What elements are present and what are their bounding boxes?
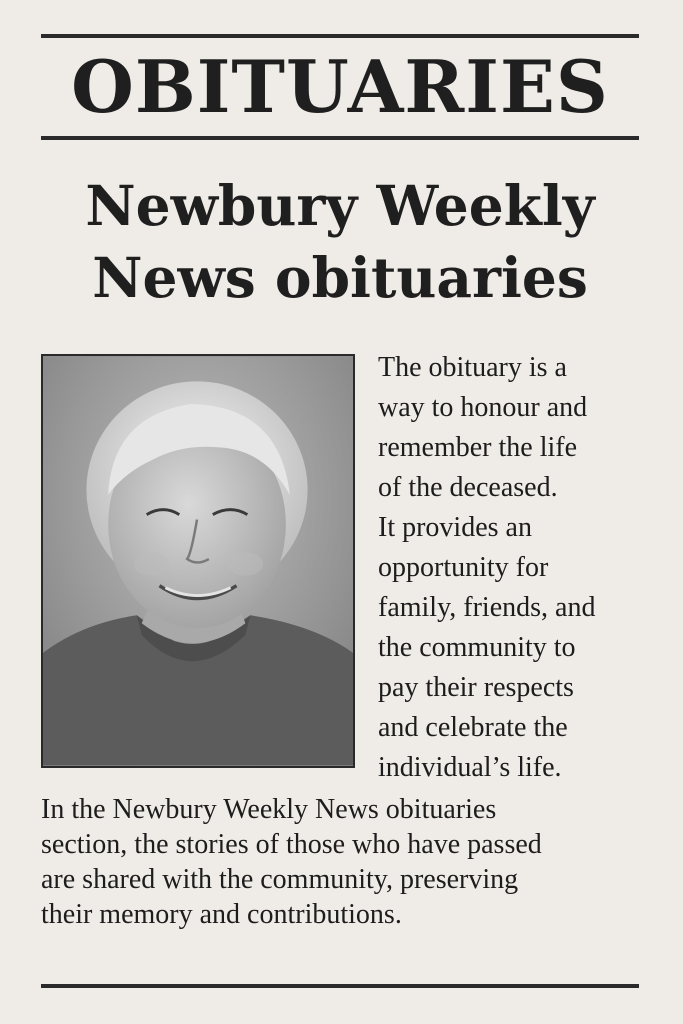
intro-line: individual’s life. xyxy=(378,752,562,783)
intro-line: the community to xyxy=(378,632,576,663)
portrait-image xyxy=(43,356,353,766)
intro-line: family, friends, and xyxy=(378,592,596,623)
body-line: their memory and contributions. xyxy=(41,899,402,930)
masthead-top-rule xyxy=(41,34,639,38)
headline-line-1: Newbury Weekly xyxy=(85,173,595,238)
portrait-photo xyxy=(41,354,355,768)
body-line: are shared with the community, preserving xyxy=(41,864,519,895)
headline-line-2: News obituaries xyxy=(92,245,588,310)
body-line: In the Newbury Weekly News obituaries xyxy=(41,794,497,825)
article-headline xyxy=(30,170,650,314)
masthead-bottom-rule xyxy=(41,136,639,140)
intro-line: The obituary is a xyxy=(378,352,567,383)
body-line: section, the stories of those who have passed xyxy=(41,829,542,860)
footer-rule xyxy=(41,984,639,988)
intro-line: and celebrate the xyxy=(378,712,568,743)
masthead-title: OBITUARIES xyxy=(71,44,609,129)
intro-paragraph xyxy=(378,348,643,788)
intro-line: opportunity for xyxy=(378,552,549,583)
intro-line: way to honour and xyxy=(378,392,588,423)
body-paragraph xyxy=(41,792,641,932)
intro-line: It provides an xyxy=(378,512,532,543)
intro-line: of the deceased. xyxy=(378,472,558,503)
intro-line: remember the life xyxy=(378,432,578,463)
intro-line: pay their respects xyxy=(378,672,574,703)
